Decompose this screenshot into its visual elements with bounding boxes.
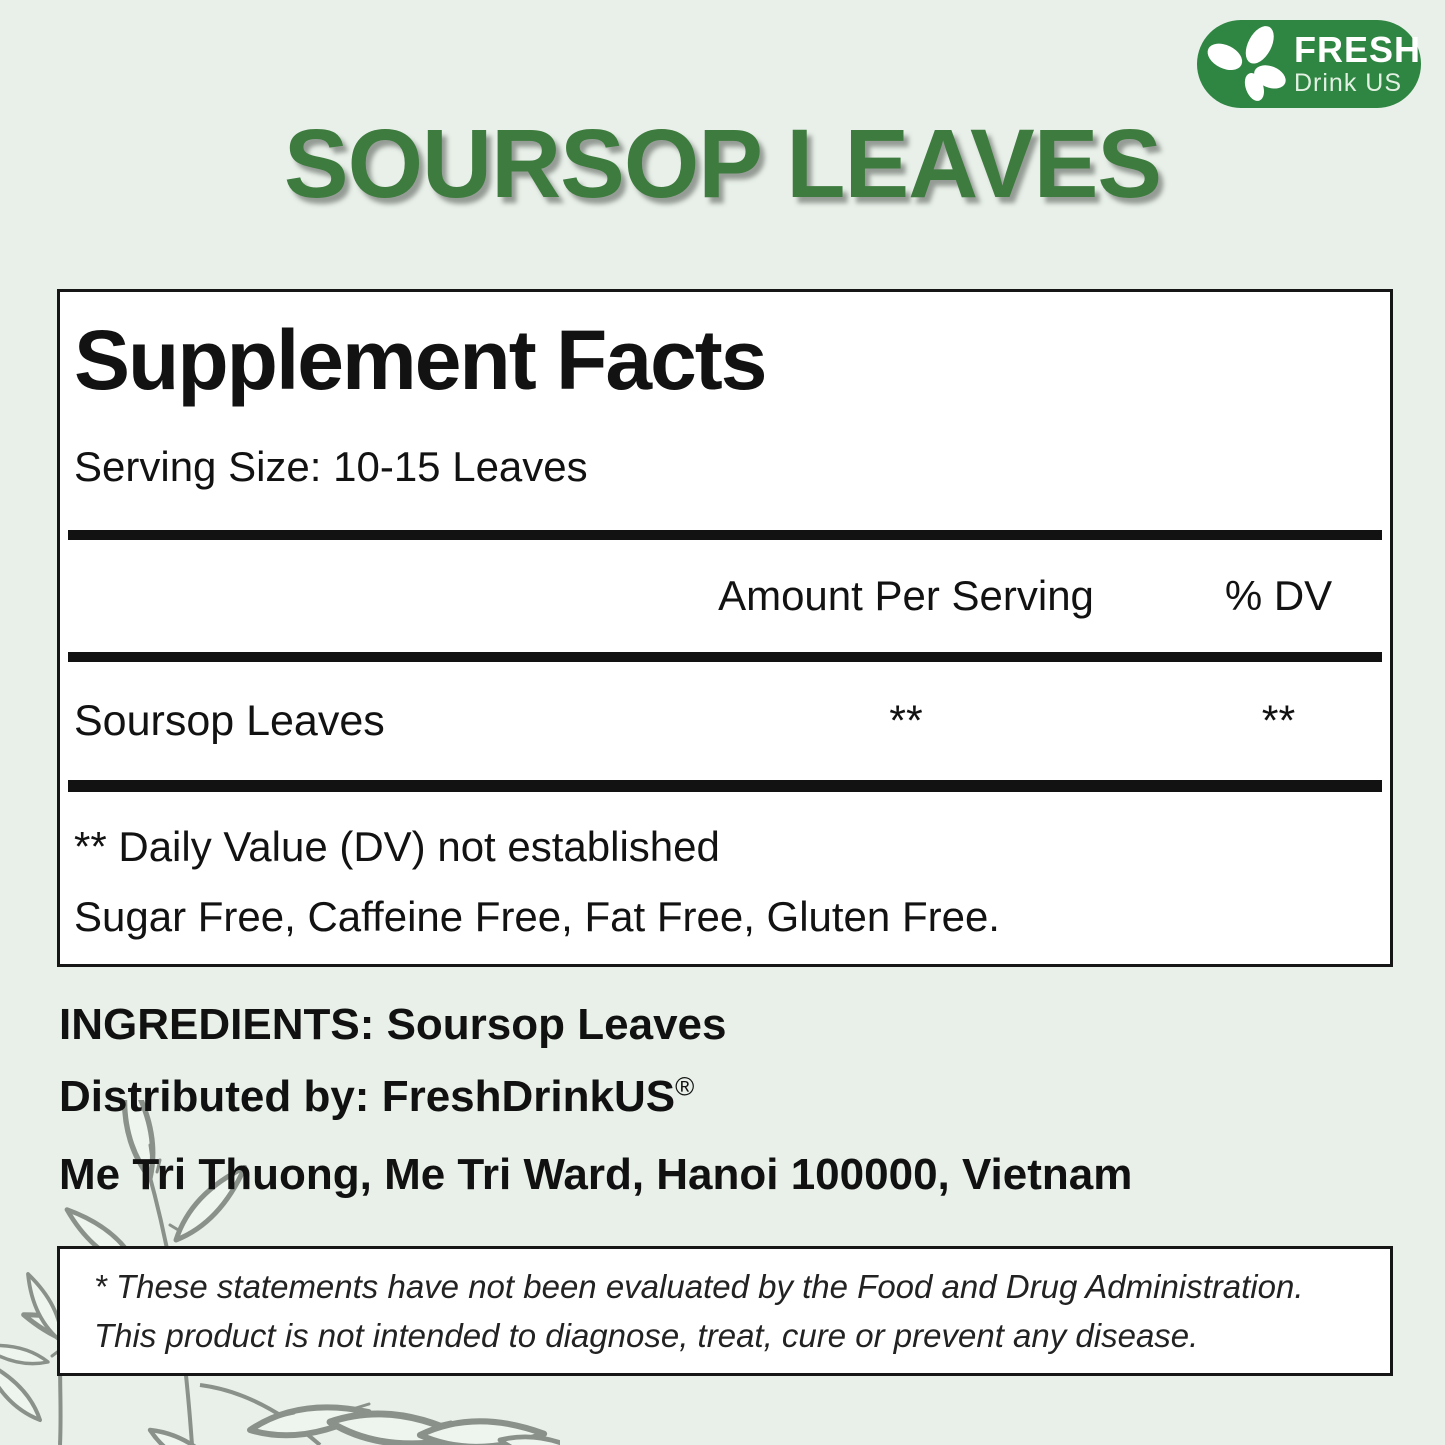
ingredients-label: INGREDIENTS: [59,1000,387,1049]
divider [68,780,1382,792]
supplement-facts-panel [57,289,1393,967]
row-ingredient-name: Soursop Leaves [74,696,385,745]
free-claims-note: Sugar Free, Caffeine Free, Fat Free, Gluten Free. [74,893,1000,940]
logo-brand-name: FRESH [1293,29,1421,70]
row-amount-value: ** [889,696,923,745]
distributed-label: Distributed by: [59,1072,382,1121]
daily-value-note: ** Daily Value (DV) not established [74,823,720,870]
disclaimer-line-1: * These statements have not been evaluated by the Food and Drug Administration. [94,1267,1304,1305]
row-dv-value: ** [1261,696,1296,745]
distributed-line [59,1072,694,1122]
distributed-value: FreshDrinkUS [381,1072,676,1121]
ingredients-value: Soursop Leaves [386,1000,727,1049]
amount-per-serving-header: Amount Per Serving [718,572,1094,619]
page-title: SOURSOP LEAVES [283,109,1162,218]
serving-size: Serving Size: 10-15 Leaves [74,443,588,490]
ingredients-line [59,1000,726,1050]
table-row [60,662,1390,780]
address-line: Me Tri Thuong, Me Tri Ward, Hanoi 100000, Vietnam [59,1150,1133,1199]
divider [68,652,1382,662]
logo-brand-subname: Drink US [1293,69,1402,97]
leaf-flower-icon [1203,20,1292,108]
brand-logo [1197,20,1421,108]
facts-header-row [60,540,1390,652]
percent-dv-header: % DV [1224,572,1333,619]
disclaimer-box [57,1246,1393,1376]
divider [68,530,1382,540]
facts-heading: Supplement Facts [74,313,766,407]
registered-mark: ® [675,1071,695,1102]
disclaimer-line-2: This product is not intended to diagnose, treat, cure or prevent any disease. [94,1317,1199,1354]
